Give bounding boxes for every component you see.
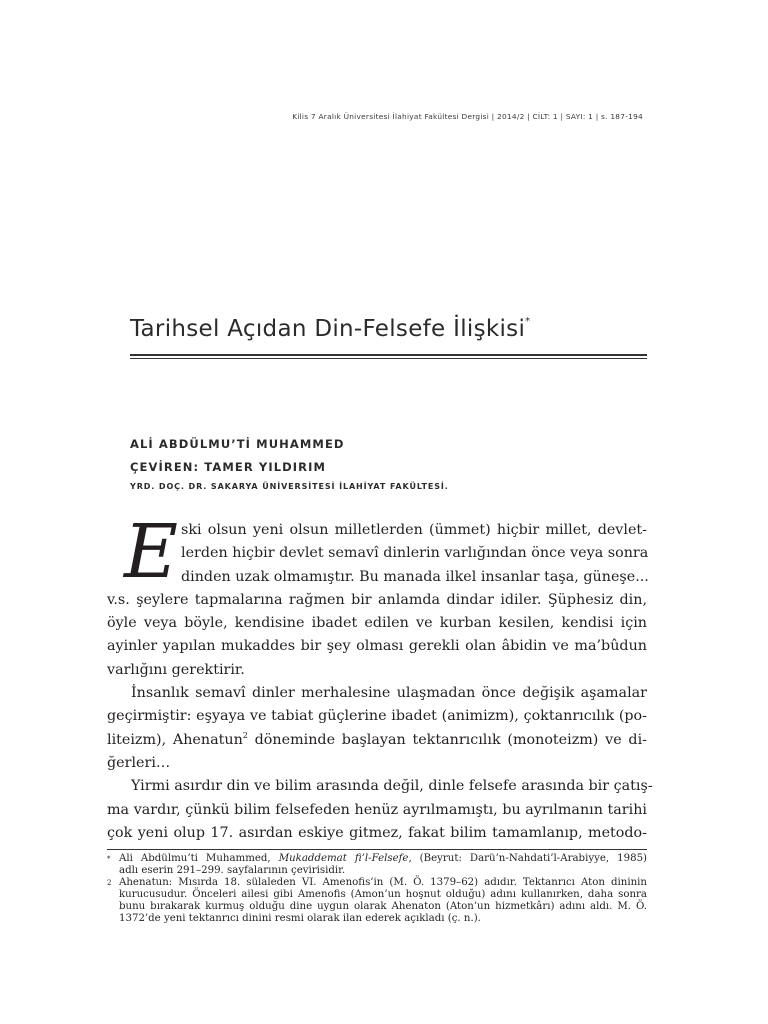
footnote-mark: 2	[107, 879, 112, 888]
body-text: döneminde başlayan tektanrıcılık (monoteizm) ve di-	[247, 731, 647, 748]
body-line: ğerleri…	[107, 754, 171, 771]
body-line: öyle veya böyle, kendisine ibadet edilen ve kurban kesilen, kendisi için	[107, 615, 647, 632]
footnote-line: bunu bırakarak kurmuş olduğu dine uygun olarak Ahenaton (Aton’un hizmetkârı) adını aldı. M. Ö.	[119, 901, 647, 913]
title-rule-thick	[130, 354, 647, 356]
body-line: dinden uzak olmamıştır. Bu manada ilkel insanlar taşa, güneşe...	[181, 568, 649, 585]
body-line: ma vardır, çünkü bilim felsefeden henüz ayrılmamıştı, bu ayrılmanın tarihi	[107, 801, 647, 818]
footnote-line	[107, 853, 647, 865]
footnote-line: Ahenatun: Mısırda 18. sülaleden VI. Amenofis’in (M. Ö. 1379–62) adıdır. Tektanrıcı Aton dininin	[119, 877, 647, 889]
drop-cap: E	[124, 509, 179, 595]
footnote-text: , (Beyrut: Darü’n-Nahdati’l-Arabiyye, 1985)	[408, 853, 648, 864]
body-line: Yirmi asırdır din ve bilim arasında değil, dinle felsefe arasında bir çatış-	[131, 778, 653, 795]
running-head: Kilis 7 Aralık Üniversitesi İlahiyat Fakültesi Dergisi | 2014/2 | CİLT: 1 | SAYI: 1 | s. 187-194	[292, 112, 643, 121]
footnote-line: adlı eserin 291–299. sayfalarının çevirisidir.	[119, 865, 346, 877]
footnote-book-title: Mukaddemat fi’l-Felsefe	[278, 853, 409, 864]
footnote-mark: *	[107, 855, 111, 863]
body-line: İnsanlık semavî dinler merhalesine ulaşmadan önce değişik aşamalar	[131, 685, 647, 702]
body-line: v.s. şeylere tapmalarına rağmen bir anlamda dindar idiler. Şüphesiz din,	[107, 591, 647, 608]
translator-name: ÇEVİREN: TAMER YILDIRIM	[130, 460, 327, 474]
article-body	[107, 519, 653, 845]
footnote-1	[107, 853, 647, 877]
footnotes	[107, 853, 647, 926]
footnote-ref-2[interactable]: 2	[242, 730, 248, 740]
body-line: ayinler yapılan mukaddes bir şey olması gerekli olan âbidin ve ma’bûdun	[107, 638, 647, 655]
footnote-line: 1372’de yeni tektanrıcı dinini resmi olarak ilan ederek açıkladı (ç. n.).	[119, 913, 481, 925]
footnote-rule	[107, 849, 647, 850]
body-line: varlığını gerektirir.	[107, 661, 245, 678]
body-line: lerden hiçbir devlet semavî dinlerin varlığından önce veya sonra	[181, 545, 649, 562]
translator-affiliation: YRD. DOÇ. DR. SAKARYA ÜNİVERSİTESİ İLAHİYAT FAKÜLTESİ.	[130, 482, 449, 491]
footnote-text: Ali Abdülmu’ti Muhammed,	[119, 853, 279, 864]
body-line: geçirmiştir: eşyaya ve tabiat güçlerine ibadet (animizm), çoktanrıcılık (po-	[107, 708, 647, 725]
body-line: ski olsun yeni olsun milletlerden (ümmet) hiçbir millet, devlet-	[181, 522, 647, 538]
body-line: çok yeni olup 17. asırdan eskiye gitmez, fakat bilim tamamlanıp, metodo-	[107, 824, 647, 841]
article-title	[130, 316, 530, 342]
body-text: liteizm), Ahenatun	[107, 731, 243, 748]
article-title-text: Tarihsel Açıdan Din-Felsefe İlişkisi	[130, 316, 526, 342]
footnote-2	[107, 877, 647, 925]
footnote-line: kurucusudur. Önceleri ailesi gibi Amenofis (Amon’un hoşnut olduğu) adını kullanırken, daha sonra	[119, 889, 647, 901]
title-rule-thin	[130, 358, 647, 359]
author-name: ALİ ABDÜLMU’Tİ MUHAMMED	[130, 437, 345, 451]
title-footnote-mark: *	[525, 316, 531, 327]
body-line	[107, 729, 647, 752]
